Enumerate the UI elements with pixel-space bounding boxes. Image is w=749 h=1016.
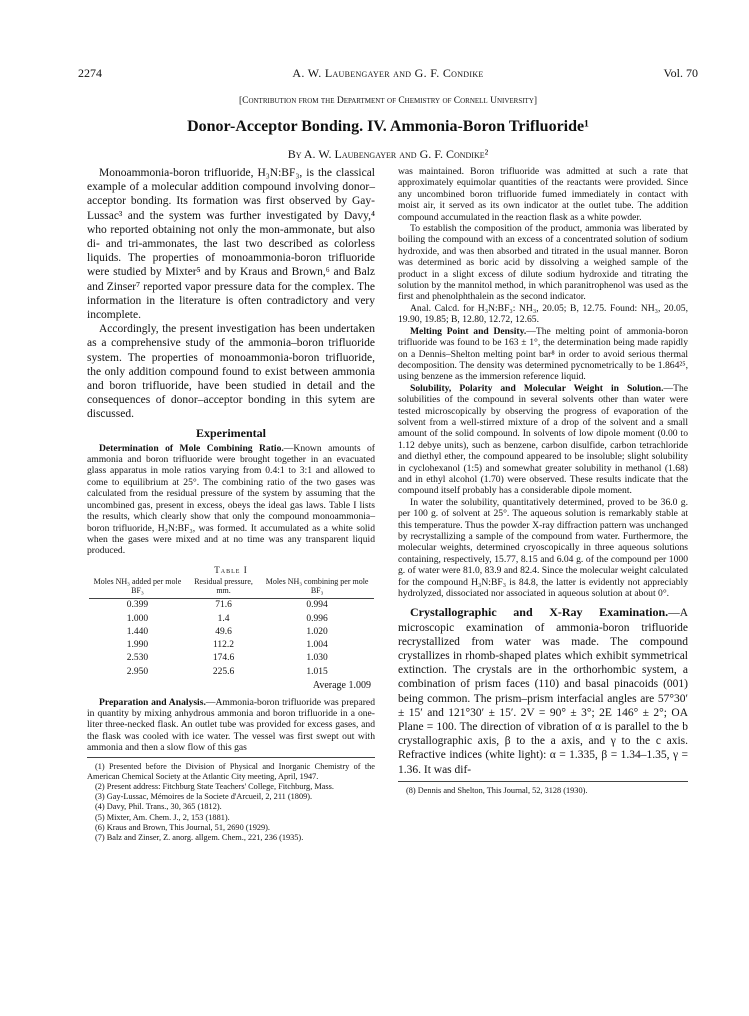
article-title: Donor-Acceptor Bonding. IV. Ammonia-Boron Trifluoride¹ [187,118,589,135]
section-heading-experimental: Experimental [196,425,266,440]
table-header-row [89,577,374,599]
table-header-cell: Moles NH₃ combining per mole BF₃ [261,577,374,599]
preparation-paragraph [87,697,375,754]
table-row [89,652,374,665]
page-number: 2274 [78,66,102,80]
solubility-paragraph [398,383,688,497]
table-cell: 1.020 [306,626,328,637]
crystallographic-heading: Crystallographic and X-Ray Examination. [410,605,669,620]
crystallographic-paragraph [398,605,688,776]
footnote-divider [398,781,688,782]
table-cell: 0.996 [306,613,328,624]
footnote: (4) Davy, Phil. Trans., 30, 365 (1812). [95,802,222,812]
footnote: (3) Gay-Lussac, Mémoires de la Societe d'Arcueil, 2, 211 (1809). [95,792,313,802]
table-cell: 0.399 [126,600,149,611]
melting-point-heading: Melting Point and Density. [410,325,527,337]
table-row [89,639,374,652]
results-table [89,577,374,679]
footnote: (7) Balz and Zinser, Z. anorg. allgem. Chem., 221, 236 (1935). [95,832,304,842]
water-solubility-paragraph: In water the solubility, quantitatively determined, proved to be 36.0 g. per 100 g. of solvent at 25°. The aqueous solution is remarkably stable at this temperature. Thus the powder X-ray diffraction pattern was unchanged by recrystallizing a sample of the compound from water. Furthermore, the molecular weights, determined cryoscopically in three aqueous solutions containing, respectively, 15.77, 8.15 and 6.04 g. of the compound per 1000 g. of water were 81.0, 83.9 and 82.4. Since the molecular weight calculated for the compound H₃N:BF₃ is 84.8, the latter is evidently not appreciably hydrolyzed, dissociated nor associated in aqueous solution at about 0°. [398,496,688,600]
table-cell: 112.2 [213,640,235,651]
mole-ratio-paragraph [87,443,375,557]
footnote: (1) Presented before the Division of Physical and Inorganic Chemistry of the American Chemical Society at the Atlantic City meeting, April, 1947. [87,761,375,781]
preparation-body: —Ammonia-boron trifluoride was prepared in quantity by mixing anhydrous ammonia and boron trifluoride in a one-liter three-necked flask. An outlet tube was provided for excess gases, and the flask was cooled with ice water. The vessel was first swept out with ammonia and then a slow flow of this gas [87,696,375,754]
running-header [78,66,698,82]
table-cell: 1.440 [126,626,149,637]
table-cell: 1.004 [306,640,328,651]
composition-paragraph: To establish the composition of the product, ammonia was liberated by boiling the compound with an excess of a concentrated solution of sodium hydroxide, and was then absorbed and titrated in the usual manner. Boron was determined as boric acid by dissolving a weighed sample of the product in a slight excess of dilute sodium hydroxide and titrating the solution by the mannitol method, in which paranitrophenol was used as the first and phenolphthalein as the second indicator. [398,223,688,303]
table-cell: 1.000 [126,613,149,624]
footnote: (2) Present address: Fitchburg State Teachers' College, Fitchburg, Mass. [95,781,334,791]
mole-ratio-heading: Determination of Mole Combining Ratio. [99,442,284,454]
table-cell: 1.030 [306,653,328,664]
table-cell: 49.6 [215,626,232,637]
intro-paragraph-1: Monoammonia-boron trifluoride, H₃N:BF₃, is the classical example of a molecular addition compound involving donor–acceptor bonding. Its formation was first observed by Gay-Lussac³ and the system was further investigated by Davy,⁴ who reported obtaining not only the mon-ammonate, but also di- and tri-ammonates, the last two described as colorless liquids. The properties of monoammonia-boron trifluoride were studied by Mixter⁵ and by Kraus and Brown,⁶ and Balz and Zinser⁷ reported vapor pressure data for the complex. The information in the literature is often contradictory and very incomplete. [87,167,375,322]
table-cell: 2.950 [126,666,149,677]
crystallographic-body: —A microscopic examination of ammonia-boron trifluoride recrystallized from water was made. The compound crystallizes in rhomb-shaped plates which exhibit symmetrical extinction. The crystals are in the orthorhombic system, a combination of prism faces (110) and basal pinacoids (001) being common. The prism–prism interfacial angles are 57°30′ ± 15′ and 121°30′ ± 15′. 2V = 90° ± 3°; 2E 146° ± 2°; OA Plane = 100. The direction of vibration of α is parallel to the b crystallographic axis, β to the a axis, and γ to the c axis. Refractive indices (white light): α = 1.335, β = 1.34–1.35, γ = 1.36. It was dif- [398,607,688,776]
table-average: Average 1.009 [312,679,371,691]
running-title: A. W. Laubengayer and G. F. Condike [292,66,484,80]
melting-point-paragraph [398,326,688,383]
table-row [89,665,374,678]
table-cell: 1.990 [126,640,149,651]
left-column [87,166,375,843]
table-header-cell: Moles NH₃ added per mole BF₃ [89,577,187,599]
solubility-body: —The solubilities of the compound in several solvents other than water were tested microscopically by observing the progress of evaporation of the solvent from a well-stirred mixture of a drop of the solvent and a small amount of the solid compound. In solvents of low dipole moment (0.00 to 1.12 debye units), such as benzene, carbon disulfide, carbon tetrachloride and diethyl ether, the compound appeared to be insoluble; slight solubility in cyclohexanol (1:5) and somewhat greater solubility in methanol (1.68) and in ethyl alcohol (1.70) were observed. These results indicate that the compound itself probably has a considerable dipole moment. [398,382,688,497]
right-column [398,166,688,796]
table-cell: 2.530 [126,653,149,664]
table-cell: 71.6 [215,600,232,611]
table-cell: 174.6 [212,653,235,664]
table-header-cell: Residual pressure, mm. [186,577,260,599]
table-row [89,598,374,612]
preparation-heading: Preparation and Analysis. [99,696,206,708]
table-row [89,612,374,625]
table-cell: 1.015 [306,666,328,677]
intro-paragraph-2: Accordingly, the present investigation has been undertaken as a comprehensive study of the ammonia–boron trifluoride system. The properties of monoammonia-boron trifluoride, the only addition compound found to exist between ammonia and boron trifluoride, have been studied in detail and the consequences of donor–acceptor bonding in this sytem are discussed. [87,323,375,421]
volume-label: Vol. 70 [663,66,698,80]
melting-point-body: —The melting point of ammonia-boron trifluoride was found to be 163 ± 1°, the determination being made rapidly on a Dennis–Shelton melting point bar⁸ in order to avoid serious thermal decomposition. The density was determined pycnometrically to be 1.864²⁵, using benzene as the immersion reference liquid. [398,325,688,383]
contribution-line: [Contribution from the Department of Chemistry of Cornell University] [238,96,538,106]
table-cell: 225.6 [212,666,235,677]
footnote: (5) Mixter, Am. Chem. J., 2, 153 (1881). [95,812,230,822]
mole-ratio-body: —Known amounts of ammonia and boron trifluoride were brought together in an evacuated glass apparatus in mole ratios varying from 0.4:1 to 3:1 and allowed to come to equilibrium at 25°. The combining ratio of the two gases was calculated from the residual pressure of the system by assuming that the uncombined gas, present in excess, obeys the ideal gas laws. Table I lists the results, which clearly show that only the compound monoammonia–boron trifluoride, H₃N:BF₃, was formed. It accumulated as a white solid when the gases were mixed and at no time was any transparent liquid produced. [87,442,375,557]
table-caption: Table I [214,564,248,575]
solubility-heading: Solubility, Polarity and Molecular Weight in Solution. [410,382,664,394]
footnote-divider [87,757,375,758]
footnote: (6) Kraus and Brown, This Journal, 51, 2690 (1929). [95,822,270,832]
preparation-continued: was maintained. Boron trifluoride was admitted at such a rate that approximately equimolar quantities of the reactants were provided. Since any uncombined boron trifluoride fumed immediately in contact with moist air, it served as its own indicator at the outlet tube. The addition compound accumulated in the reaction flask as a white powder. [398,166,688,223]
table-cell: 0.994 [306,600,328,611]
table-cell: 1.4 [217,613,230,624]
table-row [89,625,374,638]
author-byline: By A. W. Laubengayer and G. F. Condike² [287,147,489,161]
footnote: (8) Dennis and Shelton, This Journal, 52, 3128 (1930). [406,785,588,795]
analysis-line: Anal. Calcd. for H₃N:BF₃: NH₃, 20.05; B, 12.75. Found: NH₃, 20.05, 19.90, 19.85; B, 12.80, 12.72, 12.65. [398,302,688,326]
